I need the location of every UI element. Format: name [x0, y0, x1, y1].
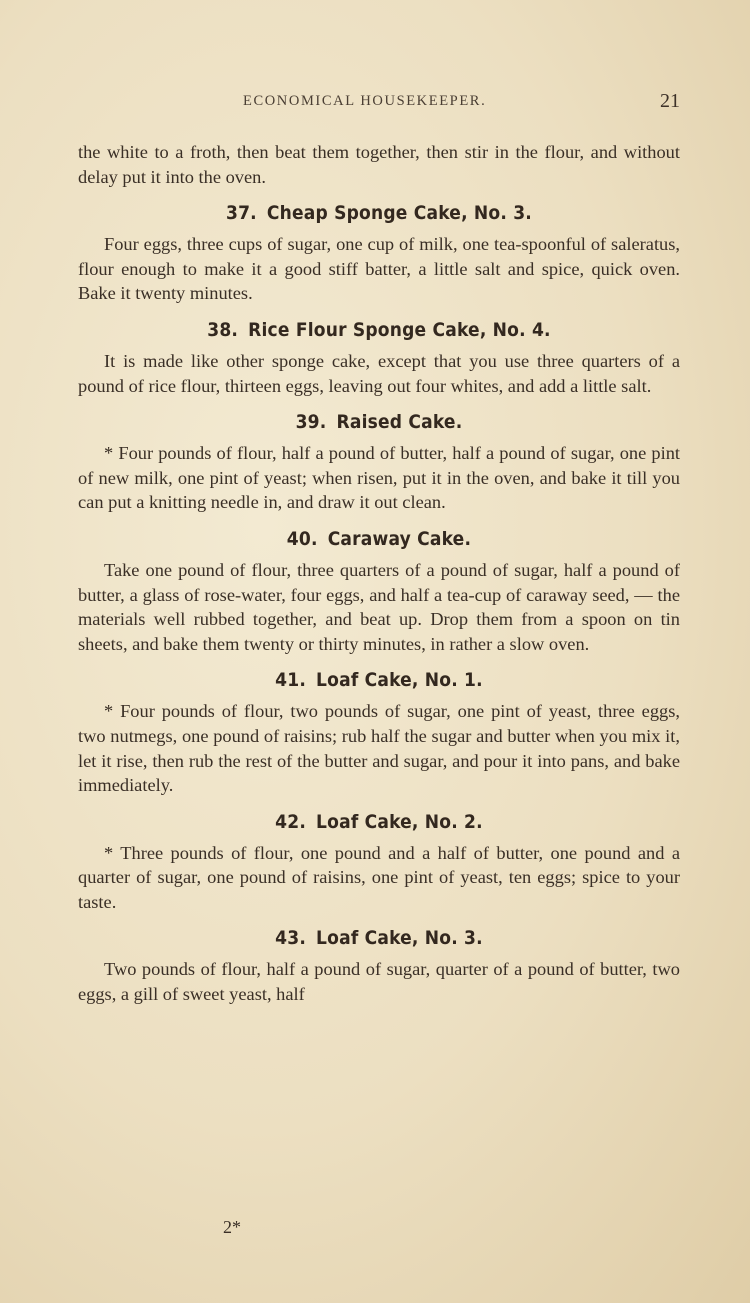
text-block [78, 140, 680, 1007]
recipe-title [78, 319, 680, 341]
recipe-name: Rice Flour Sponge Cake, No. 4. [248, 318, 551, 341]
recipe-43 [78, 927, 680, 1006]
signature-mark: 2* [223, 1217, 241, 1237]
recipe-text: Four eggs, three cups of sugar, one cup of milk, one tea-spoonful of saleratus, flour enough to make it a good stiff batter, a little salt and spice, quick oven. Bake it twenty minutes. [78, 234, 680, 304]
recipe-name: Loaf Cake, No. 3. [316, 927, 483, 950]
recipe-number: 37. [225, 202, 257, 225]
recipe-41 [78, 669, 680, 797]
recipe-name: Raised Cake. [336, 411, 463, 434]
recipe-text: * Three pounds of flour, one pound and a half of butter, one pound and a quarter of sugar, one pound of raisins, one pint of yeast, ten eggs; spice to your taste. [78, 842, 680, 912]
recipe-text: Take one pound of flour, three quarters of a pound of sugar, half a pound of butter, a glass of rose-water, four eggs, and half a tea-cup of caraway seed, — the materials well rubbed together, and beat up. Drop them from a spoon on tin sheets, and bake them twenty or thirty minutes, in rather a slow oven. [78, 559, 680, 654]
recipe-40 [78, 528, 680, 656]
recipe-name: Loaf Cake, No. 2. [316, 810, 483, 833]
recipe-number: 42. [275, 810, 307, 833]
recipe-name: Cheap Sponge Cake, No. 3. [266, 202, 532, 225]
recipe-title [78, 669, 680, 691]
recipe-number: 39. [295, 411, 327, 434]
recipe-39 [78, 411, 680, 515]
recipe-text: It is made like other sponge cake, except that you use three quarters of a pound of rice flour, thirteen eggs, leaving out four whites, and add a little salt. [78, 350, 680, 396]
recipe-title [78, 411, 680, 433]
recipe-text: Two pounds of flour, half a pound of sugar, quarter of a pound of butter, two eggs, a gill of sweet yeast, half [78, 959, 680, 1005]
recipe-title [78, 811, 680, 833]
recipe-name: Loaf Cake, No. 1. [316, 669, 483, 692]
recipe-number: 38. [207, 318, 239, 341]
recipe-38 [78, 319, 680, 398]
page-number: 21 [660, 90, 680, 112]
recipe-37 [78, 202, 680, 306]
recipe-42 [78, 811, 680, 915]
recipe-number: 40. [286, 527, 318, 550]
recipe-number: 41. [275, 669, 307, 692]
recipe-text: * Four pounds of flour, half a pound of butter, half a pound of sugar, one pint of new milk, one pint of yeast; when risen, put it in the oven, and bake it till you can put a knitting needle in, and draw it out clean. [78, 443, 680, 513]
recipe-title [78, 528, 680, 550]
recipe-title [78, 927, 680, 949]
recipe-text: * Four pounds of flour, two pounds of sugar, one pint of yeast, three eggs, two nutmegs, one pound of raisins; rub half the sugar and butter when you mix it, let it rise, then rub the rest of the butter and sugar, and pour it into pans, and bake immediately. [78, 701, 680, 796]
continuation-paragraph: the white to a froth, then beat them together, then stir in the flour, and without delay put it into the oven. [78, 142, 680, 187]
recipe-name: Caraway Cake. [327, 527, 472, 550]
running-title: ECONOMICAL HOUSEKEEPER. [243, 93, 487, 109]
running-head [78, 90, 680, 114]
recipe-title [78, 202, 680, 224]
book-page [78, 0, 680, 1303]
recipe-number: 43. [275, 927, 307, 950]
